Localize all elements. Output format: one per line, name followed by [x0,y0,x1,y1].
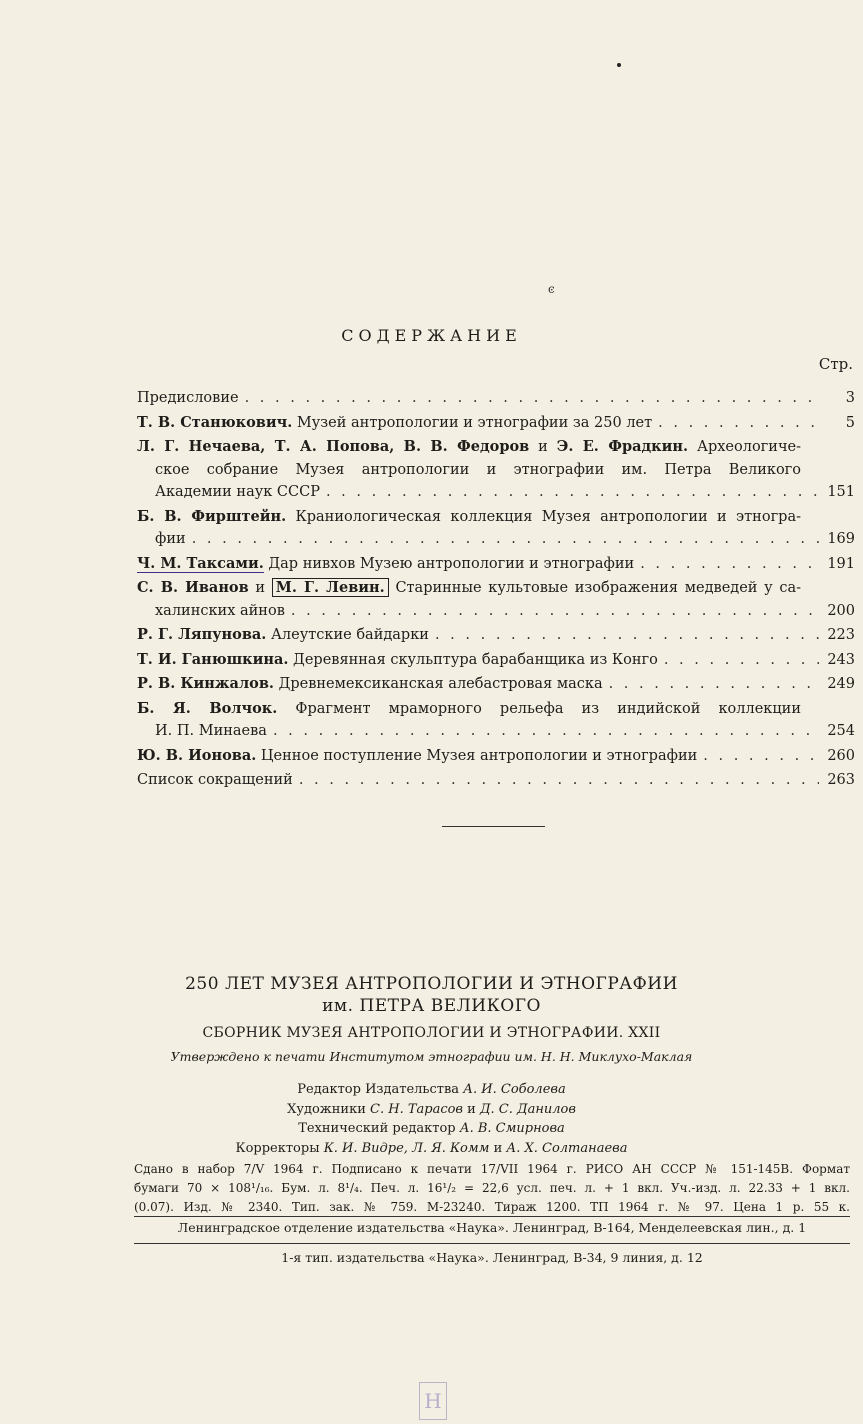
toc-line [137,649,855,672]
toc-line [137,412,855,435]
toc-line [137,387,855,410]
dot-leader [435,624,819,647]
toc-entry [137,673,855,696]
series-title: СБОРНИК МУЗЕЯ АНТРОПОЛОГИИ И ЭТНОГРАФИИ. XXII [202,1025,661,1041]
toc-author: Р. В. Кинжалов. [137,675,274,692]
rule-bottom [134,1243,850,1244]
toc-line [137,698,855,721]
proofreaders-credit: Корректоры К. И. Видре, Л. Я. Комм и А. Х. Солтанаева [235,1140,628,1156]
toc-page-number: 151 [827,484,855,500]
toc-entry [137,624,855,647]
toc-entry [137,649,855,672]
editor-credit: Редактор Издательства А. И. Соболева [297,1082,566,1097]
toc-title: Ценное поступление Музея антропологии и этнографии [260,747,698,764]
toc-page-number: 249 [827,676,855,692]
toc-author: Л. Г. Нечаева, Т. А. Попова, В. В. Федоров [137,438,530,455]
tech-editor-credit: Технический редактор А. В. Смирнова [298,1121,565,1136]
toc-line [137,528,855,551]
toc-author: Б. В. Фирштейн. [137,507,287,525]
publisher-line: Ленинградское отделение издательства «Наука». Ленинград, В-164, Менделеевская лин., д. 1 [177,1220,807,1235]
toc-title: ское собрание Музея антропологии и этнографии им. Петра Великого [155,461,801,478]
toc-entry [137,506,855,551]
dot-leader [658,412,819,435]
toc-conjunction: и [255,580,266,596]
toc-title: Краниологическая коллекция Музея антропологии и этногра- [295,508,802,525]
rule-top [134,1216,850,1217]
toc-line [137,506,855,529]
dot-leader [609,673,819,696]
toc-entry [137,698,855,743]
toc-page-number: 263 [827,772,855,788]
approval-note: Утверждено к печати Институтом этнографии им. Н. Н. Миклухо-Маклая [170,1049,693,1064]
dot-leader [245,387,819,410]
toc-author: Р. Г. Ляпунова. [137,626,267,643]
dot-leader [192,528,819,551]
toc-page-number: 243 [827,651,855,668]
toc-title: Список сокращений [137,772,293,788]
book-title-line2: им. ПЕТРА ВЕЛИКОГО [322,996,541,1016]
toc-line [137,600,855,623]
ink-dot [617,63,621,67]
toc-page-number: 260 [827,747,855,764]
toc-title: Академии наук СССР [155,484,320,500]
toc-conjunction: и [538,439,548,455]
toc-title: Алеутские байдарки [270,627,429,643]
contents-heading: СОДЕРЖАНИЕ [341,326,522,345]
dot-leader [291,600,819,623]
toc-author: С. В. Иванов [137,579,249,596]
toc-page-number: 223 [827,627,855,643]
dot-leader [664,649,819,672]
toc-line [137,769,855,792]
toc-line [137,436,855,459]
toc-author: Ч. М. Таксами. [137,554,264,572]
dot-leader [326,481,819,504]
toc-entry [137,769,855,792]
toc-entry [137,745,855,768]
toc-title: И. П. Минаева [155,723,267,739]
toc-title: халинских айнов [155,602,285,619]
toc-entry [137,436,855,504]
section-divider [442,826,545,827]
library-stamp-icon: Н [419,1382,447,1420]
printer-line: 1-я тип. издательства «Наука». Ленинград, В-34, 9 линия, д. 12 [281,1250,703,1265]
toc-author: Б. Я. Волчок. [137,699,278,717]
toc-title: Музей антропологии и этнографии за 250 лет [296,414,653,431]
toc-entry [137,412,855,435]
toc-line [137,624,855,647]
toc-line [137,720,855,743]
toc-title: Фрагмент мраморного рельефа из индийской коллекции [295,700,801,717]
dot-leader [273,720,819,743]
toc-page-number: 169 [827,531,855,547]
printing-line-1: Сдано в набор 7/V 1964 г. Подписано к печати 17/VII 1964 г. РИСО АН СССР № 151-145В. Формат [134,1162,850,1176]
toc-entry [137,387,855,410]
dot-leader [640,553,819,576]
toc-page-number: 254 [827,723,855,739]
table-of-contents [137,387,855,794]
dot-leader [299,769,819,792]
stray-mark: ͼ [548,282,555,296]
toc-title: фии [155,531,186,547]
page-column-label: Стр. [818,355,853,373]
dot-leader [703,745,819,768]
credits [0,1080,863,1158]
toc-page-number: 200 [827,602,855,619]
toc-line [137,481,855,504]
toc-page-number: 191 [827,555,855,572]
book-title-line1: 250 ЛЕТ МУЗЕЯ АНТРОПОЛОГИИ И ЭТНОГРАФИИ [185,974,678,994]
toc-author: Ю. В. Ионова. [137,746,257,764]
toc-author: Т. В. Станюкович. [137,413,293,431]
toc-page-number: 3 [845,390,855,406]
toc-author: Т. И. Ганюшкина. [137,650,289,668]
toc-title: Предисловие [137,390,239,406]
toc-entry [137,553,855,576]
toc-title: Древнемексиканская алебастровая маска [278,676,603,692]
toc-line [137,745,855,768]
toc-entry [137,577,855,622]
printing-line-2: бумаги 70 × 108¹/₁₆. Бум. л. 8¹/₄. Печ. л. 16¹/₂ = 22,6 усл. печ. л. + 1 вкл. Уч.-изд. л. 22.33 + 1 вкл. [134,1181,850,1195]
toc-line [137,577,855,600]
colophon [0,973,863,1158]
printing-details [134,1160,850,1217]
toc-title: Деревянная скульптура барабанщика из Конго [293,651,658,668]
toc-author: Э. Е. Фрадкин. [556,438,689,455]
toc-title: Дар нивхов Музею антропологии и этнографии [268,555,635,572]
toc-title: Старинные культовые изображения медведей у са- [395,580,802,596]
toc-line [137,673,855,696]
toc-line [137,553,855,576]
toc-page-number: 5 [845,414,855,431]
toc-title: Археологиче- [696,439,802,455]
toc-line [137,459,855,482]
artists-credit: Художники С. Н. Тарасов и Д. С. Данилов [287,1101,576,1117]
printing-line-3: (0.07). Изд. № 2340. Тип. зак. № 759. М-23240. Тираж 1200. ТП 1964 г. № 97. Цена 1 р. 55 к. [134,1200,850,1214]
toc-author-deceased: М. Г. Левин. [272,578,389,597]
